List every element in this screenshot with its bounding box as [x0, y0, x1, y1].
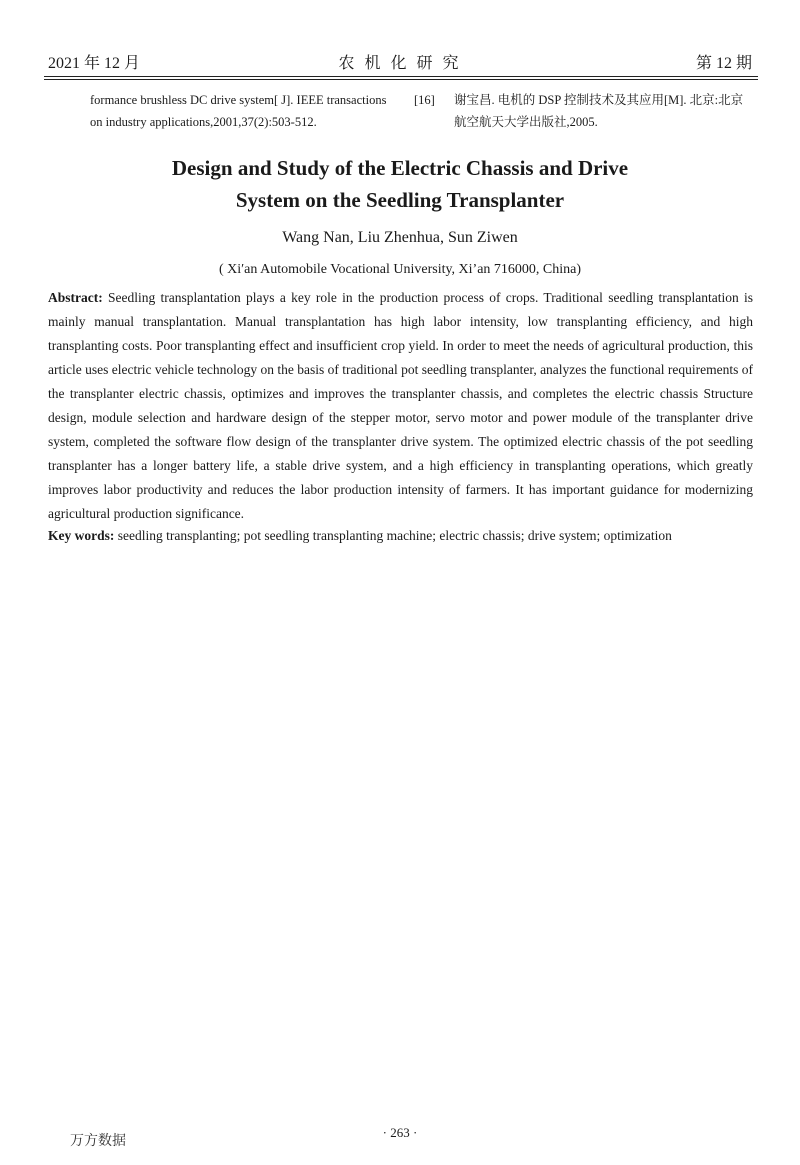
reference-continued	[90, 89, 390, 133]
abstract	[48, 286, 753, 526]
affiliation: ( Xi′an Automobile Vocational University, Xi’an 716000, China)	[218, 262, 582, 277]
reference-number: [16]	[414, 93, 435, 107]
title-line: Design and Study of the Electric Chassis and Drive	[171, 156, 629, 180]
keywords-text: seedling transplanting; pot seedling transplanting machine; electric chassis; drive system; optimization	[117, 528, 672, 543]
header-journal-name: 农 机 化 研 究	[338, 55, 462, 72]
keywords-label: Key words:	[48, 528, 115, 543]
reference-line: formance brushless DC drive system[ J]. IEEE transactions	[90, 93, 387, 107]
header-issue: 第 12 期	[695, 55, 752, 72]
abstract-text: Seedling transplantation plays a key role in the production process of crops. Traditional seedling transplantation is mainly manual transplantation. Manual transplantation has high labor intensity, low transplanting efficiency, and high transplanting costs. Poor transplanting effect and insufficient crop yield. In order to meet the needs of agricultural production, this article uses electric vehicle technology on the basis of traditional pot seedling transplanter, analyzes the functional requirements of the transplanter electric chassis, optimizes and improves the transplanter chassis, and completes the electric chassis Structure design, module selection and hardware design of the stepper motor, servo motor and power module of the transplanter drive system, completed the software flow design of the transplanter drive system. The optimized electric chassis of the pot seedling transplanter has a longer battery life, a stable drive system, and a high efficiency in transplanting operations, which greatly improves labor productivity and reduces the labor production intensity of farmers. It has important guidance for modernizing agricultural production significance.	[48, 290, 753, 521]
header-rule-thick	[44, 76, 758, 77]
title-line: System on the Seedling Transplanter	[235, 188, 565, 212]
keywords	[48, 524, 753, 548]
reference-line: 航空航天大学出版社,2005.	[454, 115, 598, 129]
paper-title	[0, 152, 800, 216]
page-number: · 263 ·	[382, 1125, 418, 1140]
header-date: 2021 年 12 月	[48, 55, 141, 72]
authors: Wang Nan, Liu Zhenhua, Sun Ziwen	[282, 229, 518, 246]
reference-line: on industry applications,2001,37(2):503-512.	[90, 115, 317, 129]
reference-line: 谢宝昌. 电机的 DSP 控制技术及其应用[M]. 北京:北京	[454, 93, 744, 107]
reference-16	[414, 89, 764, 133]
header-rule-thin	[44, 79, 758, 80]
watermark: 万方数据	[70, 1133, 126, 1149]
abstract-label: Abstract:	[48, 290, 103, 305]
